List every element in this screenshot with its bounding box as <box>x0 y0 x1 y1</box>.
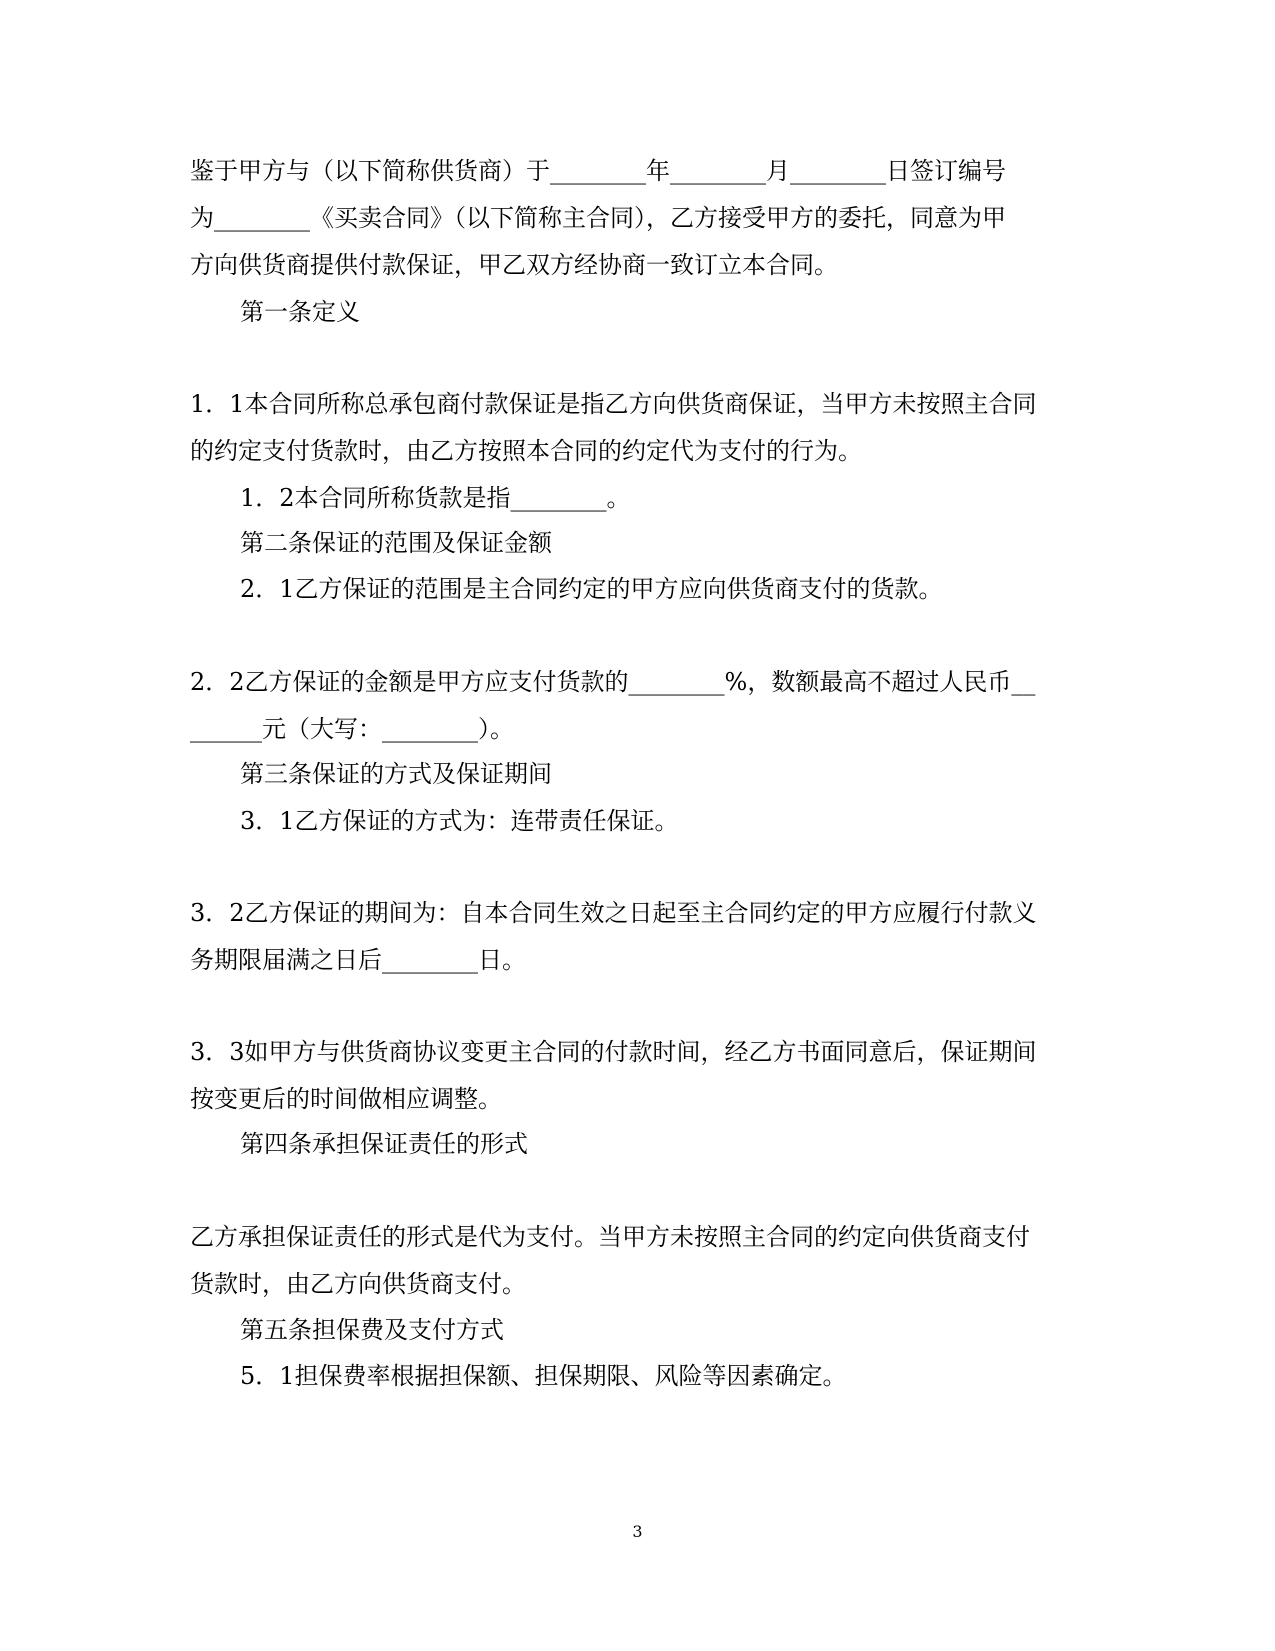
clause-2-2-line-2: ______元（大写：________）。 <box>190 715 514 743</box>
clause-2-1: 2．1乙方保证的范围是主合同约定的甲方应向供货商支付的货款。 <box>240 575 943 603</box>
paragraph-preamble-line-1: 鉴于甲方与（以下简称供货商）于________年________月________日签订编号 <box>190 157 1006 185</box>
clause-3-3-line-1: 3．3如甲方与供货商协议变更主合同的付款时间，经乙方书面同意后，保证期间 <box>190 1038 1037 1066</box>
paragraph-preamble-line-3: 方向供货商提供付款保证，甲乙双方经协商一致订立本合同。 <box>190 251 838 279</box>
clause-3-3-line-2: 按变更后的时间做相应调整。 <box>190 1085 502 1113</box>
clause-5-1: 5．1担保费率根据担保额、担保期限、风险等因素确定。 <box>240 1362 847 1390</box>
article-4-heading: 第四条承担保证责任的形式 <box>240 1130 528 1158</box>
article-4-body-line-1: 乙方承担保证责任的形式是代为支付。当甲方未按照主合同的约定向供货商支付 <box>190 1223 1030 1251</box>
clause-1-2: 1．2本合同所称货款是指________。 <box>240 484 631 512</box>
article-2-heading: 第二条保证的范围及保证金额 <box>240 529 552 557</box>
clause-3-2-line-2: 务期限届满之日后________日。 <box>190 946 526 974</box>
clause-3-1: 3．1乙方保证的方式为：连带责任保证。 <box>240 807 679 835</box>
article-3-heading: 第三条保证的方式及保证期间 <box>240 760 552 788</box>
article-5-heading: 第五条担保费及支付方式 <box>240 1316 504 1344</box>
clause-2-2-line-1: 2．2乙方保证的金额是甲方应支付货款的________%，数额最高不超过人民币__ <box>190 668 1036 696</box>
clause-1-1-line-1: 1．1本合同所称总承包商付款保证是指乙方向供货商保证，当甲方未按照主合同 <box>190 390 1037 418</box>
article-4-body-line-2: 货款时，由乙方向供货商支付。 <box>190 1270 526 1298</box>
article-1-heading: 第一条定义 <box>240 298 360 326</box>
page-number: 3 <box>632 1522 643 1541</box>
paragraph-preamble-line-2: 为________《买卖合同》（以下简称主合同），乙方接受甲方的委托，同意为甲 <box>190 204 1006 232</box>
clause-1-1-line-2: 的约定支付货款时，由乙方按照本合同的约定代为支付的行为。 <box>190 437 862 465</box>
clause-3-2-line-1: 3．2乙方保证的期间为：自本合同生效之日起至主合同约定的甲方应履行付款义 <box>190 899 1037 927</box>
